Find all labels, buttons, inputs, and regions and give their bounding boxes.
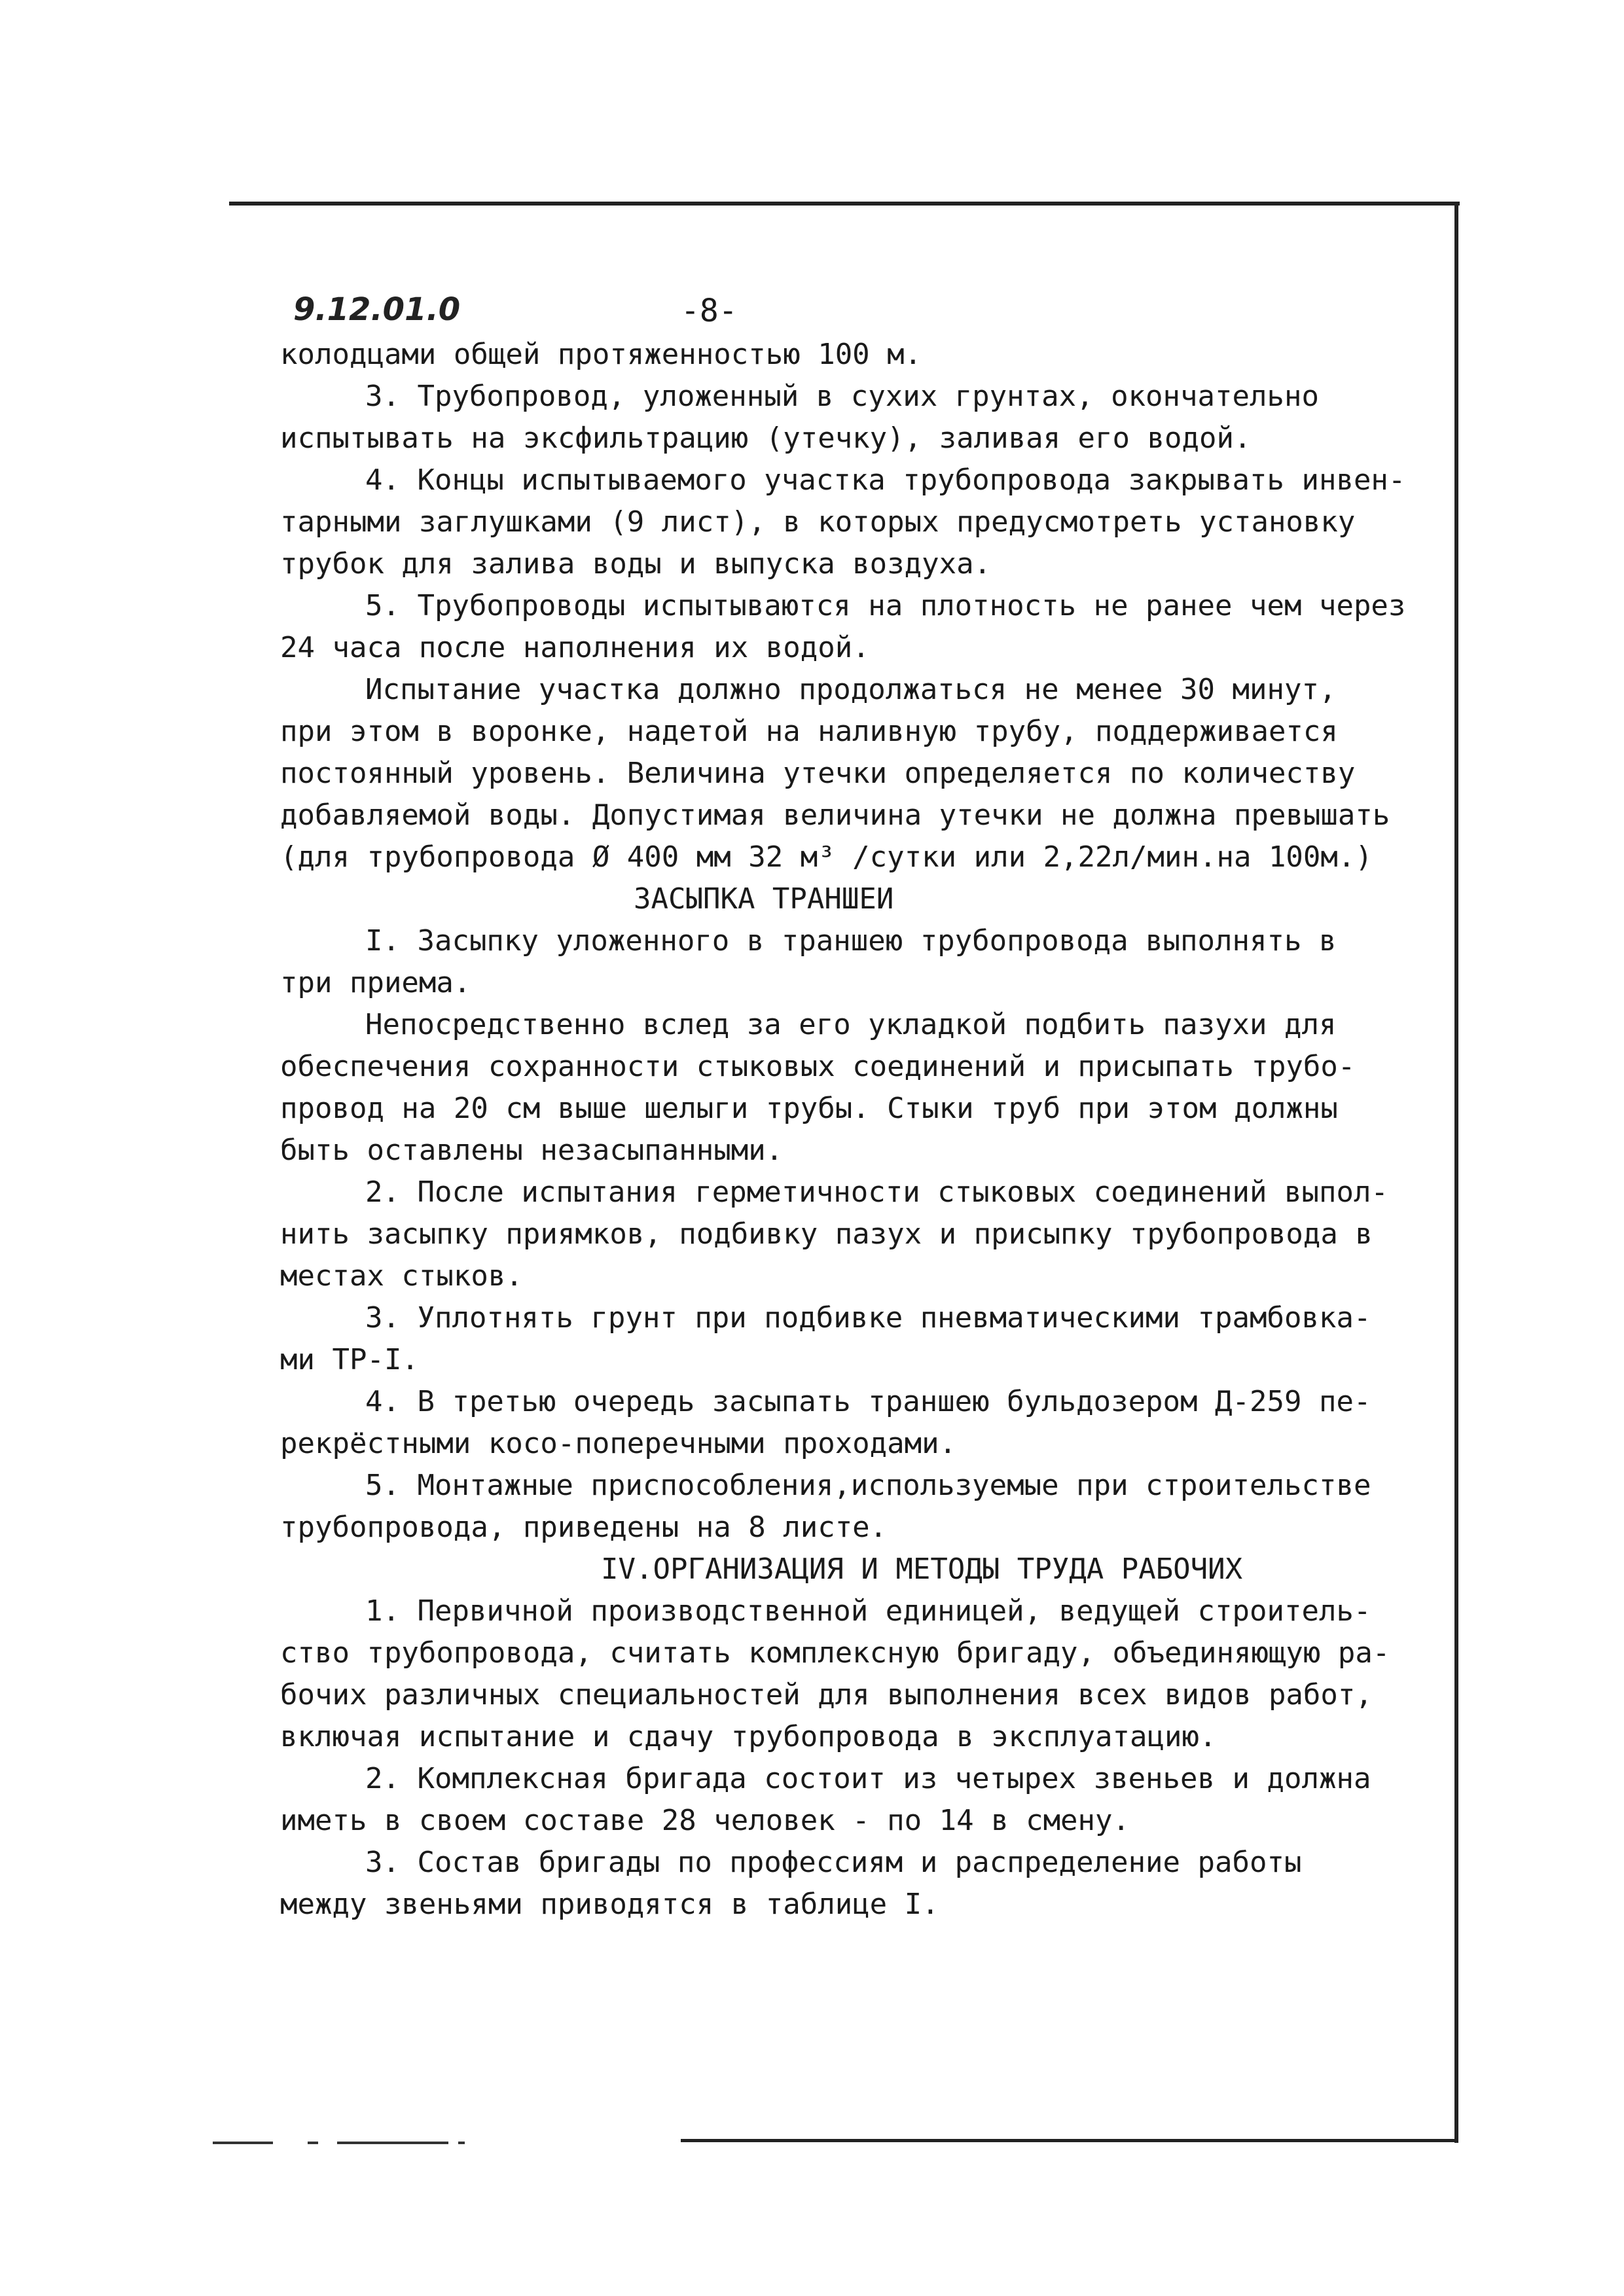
text-line: колодцами общей протяженностью 100 м. bbox=[280, 338, 922, 371]
text-line: 24 часа после наполнения их водой. bbox=[280, 631, 870, 664]
text-line: 2. Комплексная бригада состоит из четырех звеньев и должна bbox=[365, 1762, 1371, 1795]
text-line: добавляемой воды. Допустимая величина утечки не должна превышать bbox=[280, 798, 1390, 832]
text-line: три приема. bbox=[280, 966, 471, 999]
text-line: бочих различных специальностей для выполнения всех видов работ, bbox=[280, 1678, 1373, 1712]
section-title-backfill: ЗАСЫПКА ТРАНШЕИ bbox=[634, 882, 894, 916]
text-line: нить засыпку приямков, подбивку пазух и присыпку трубопровода в bbox=[280, 1217, 1373, 1251]
text-line: 3. Трубопровод, уложенный в сухих грунтах, окончательно bbox=[365, 380, 1319, 413]
frame-bottom-border bbox=[681, 2139, 1457, 2142]
text-line: Испытание участка должно продолжаться не менее 30 минут, bbox=[365, 673, 1337, 706]
organization-section bbox=[280, 1590, 1432, 1926]
text-line: иметь в своем составе 28 человек - по 14 в смену. bbox=[280, 1804, 1130, 1837]
intro-paragraphs bbox=[280, 334, 1432, 878]
text-line: 5. Монтажные приспособления,используемые при строительстве bbox=[365, 1469, 1371, 1502]
text-line: испытывать на эксфильтрацию (утечку), заливая его водой. bbox=[280, 422, 1252, 455]
text-line: 2. После испытания герметичности стыковых соединений выпол- bbox=[365, 1175, 1388, 1209]
section-title-organization: IV.ОРГАНИЗАЦИЯ И МЕТОДЫ ТРУДА РАБОЧИХ bbox=[601, 1552, 1243, 1586]
text-line: постоянный уровень. Величина утечки определяется по количеству bbox=[280, 757, 1356, 790]
text-line: при этом в воронке, надетой на наливную трубу, поддерживается bbox=[280, 715, 1338, 748]
text-line: местах стыков. bbox=[280, 1259, 523, 1293]
frame-right-border bbox=[1454, 204, 1458, 2143]
text-line: (для трубопровода Ø 400 мм 32 м³ /сутки или 2,22л/мин.на 100м.) bbox=[280, 840, 1373, 874]
text-line: 5. Трубопроводы испытываются на плотность не ранее чем через bbox=[365, 589, 1406, 622]
text-line: рекрёстными косо-поперечными проходами. bbox=[280, 1427, 957, 1460]
document-number: 9.12.01.0 bbox=[293, 291, 461, 328]
text-line: 3. Уплотнять грунт при подбивке пневматическими трамбовка- bbox=[365, 1301, 1371, 1335]
text-line: Непосредственно вслед за его укладкой подбить пазухи для bbox=[365, 1008, 1337, 1041]
frame-bottom-dash bbox=[213, 2142, 273, 2144]
text-line: I. Засыпку уложенного в траншею трубопровода выполнять в bbox=[365, 924, 1337, 958]
text-line: трубок для залива воды и выпуска воздуха. bbox=[280, 547, 992, 581]
text-line: между звеньями приводятся в таблице I. bbox=[280, 1888, 939, 1921]
frame-bottom-dash bbox=[458, 2142, 465, 2144]
frame-bottom-dash bbox=[308, 2142, 318, 2144]
frame-bottom-dash bbox=[337, 2142, 448, 2144]
text-line: 1. Первичной производственной единицей, ведущей строитель- bbox=[365, 1594, 1371, 1628]
backfill-section bbox=[280, 920, 1432, 1549]
text-line: трубопровода, приведены на 8 листе. bbox=[280, 1511, 888, 1544]
text-line: 4. Концы испытываемого участка трубопровода закрывать инвен- bbox=[365, 463, 1406, 497]
text-line: 4. В третью очередь засыпать траншею бульдозером Д-259 пе- bbox=[365, 1385, 1371, 1418]
page-header bbox=[0, 291, 1624, 337]
text-line: 3. Состав бригады по профессиям и распределение работы bbox=[365, 1846, 1302, 1879]
text-line: обеспечения сохранности стыковых соединений и присыпать трубо- bbox=[280, 1050, 1356, 1083]
text-line: провод на 20 см выше шелыги трубы. Стыки труб при этом должны bbox=[280, 1092, 1338, 1125]
document-body bbox=[280, 334, 1432, 1926]
text-line: ство трубопровода, считать комплексную бригаду, объединяющую ра- bbox=[280, 1636, 1390, 1670]
text-line: тарными заглушками (9 лист), в которых предусмотреть установку bbox=[280, 505, 1356, 539]
page-number: -8- bbox=[681, 293, 738, 329]
text-line: включая испытание и сдачу трубопровода в эксплуатацию. bbox=[280, 1720, 1217, 1753]
text-line: быть оставлены незасыпанными. bbox=[280, 1134, 784, 1167]
text-line: ми ТР-I. bbox=[280, 1343, 419, 1376]
frame-top-border bbox=[229, 202, 1460, 206]
